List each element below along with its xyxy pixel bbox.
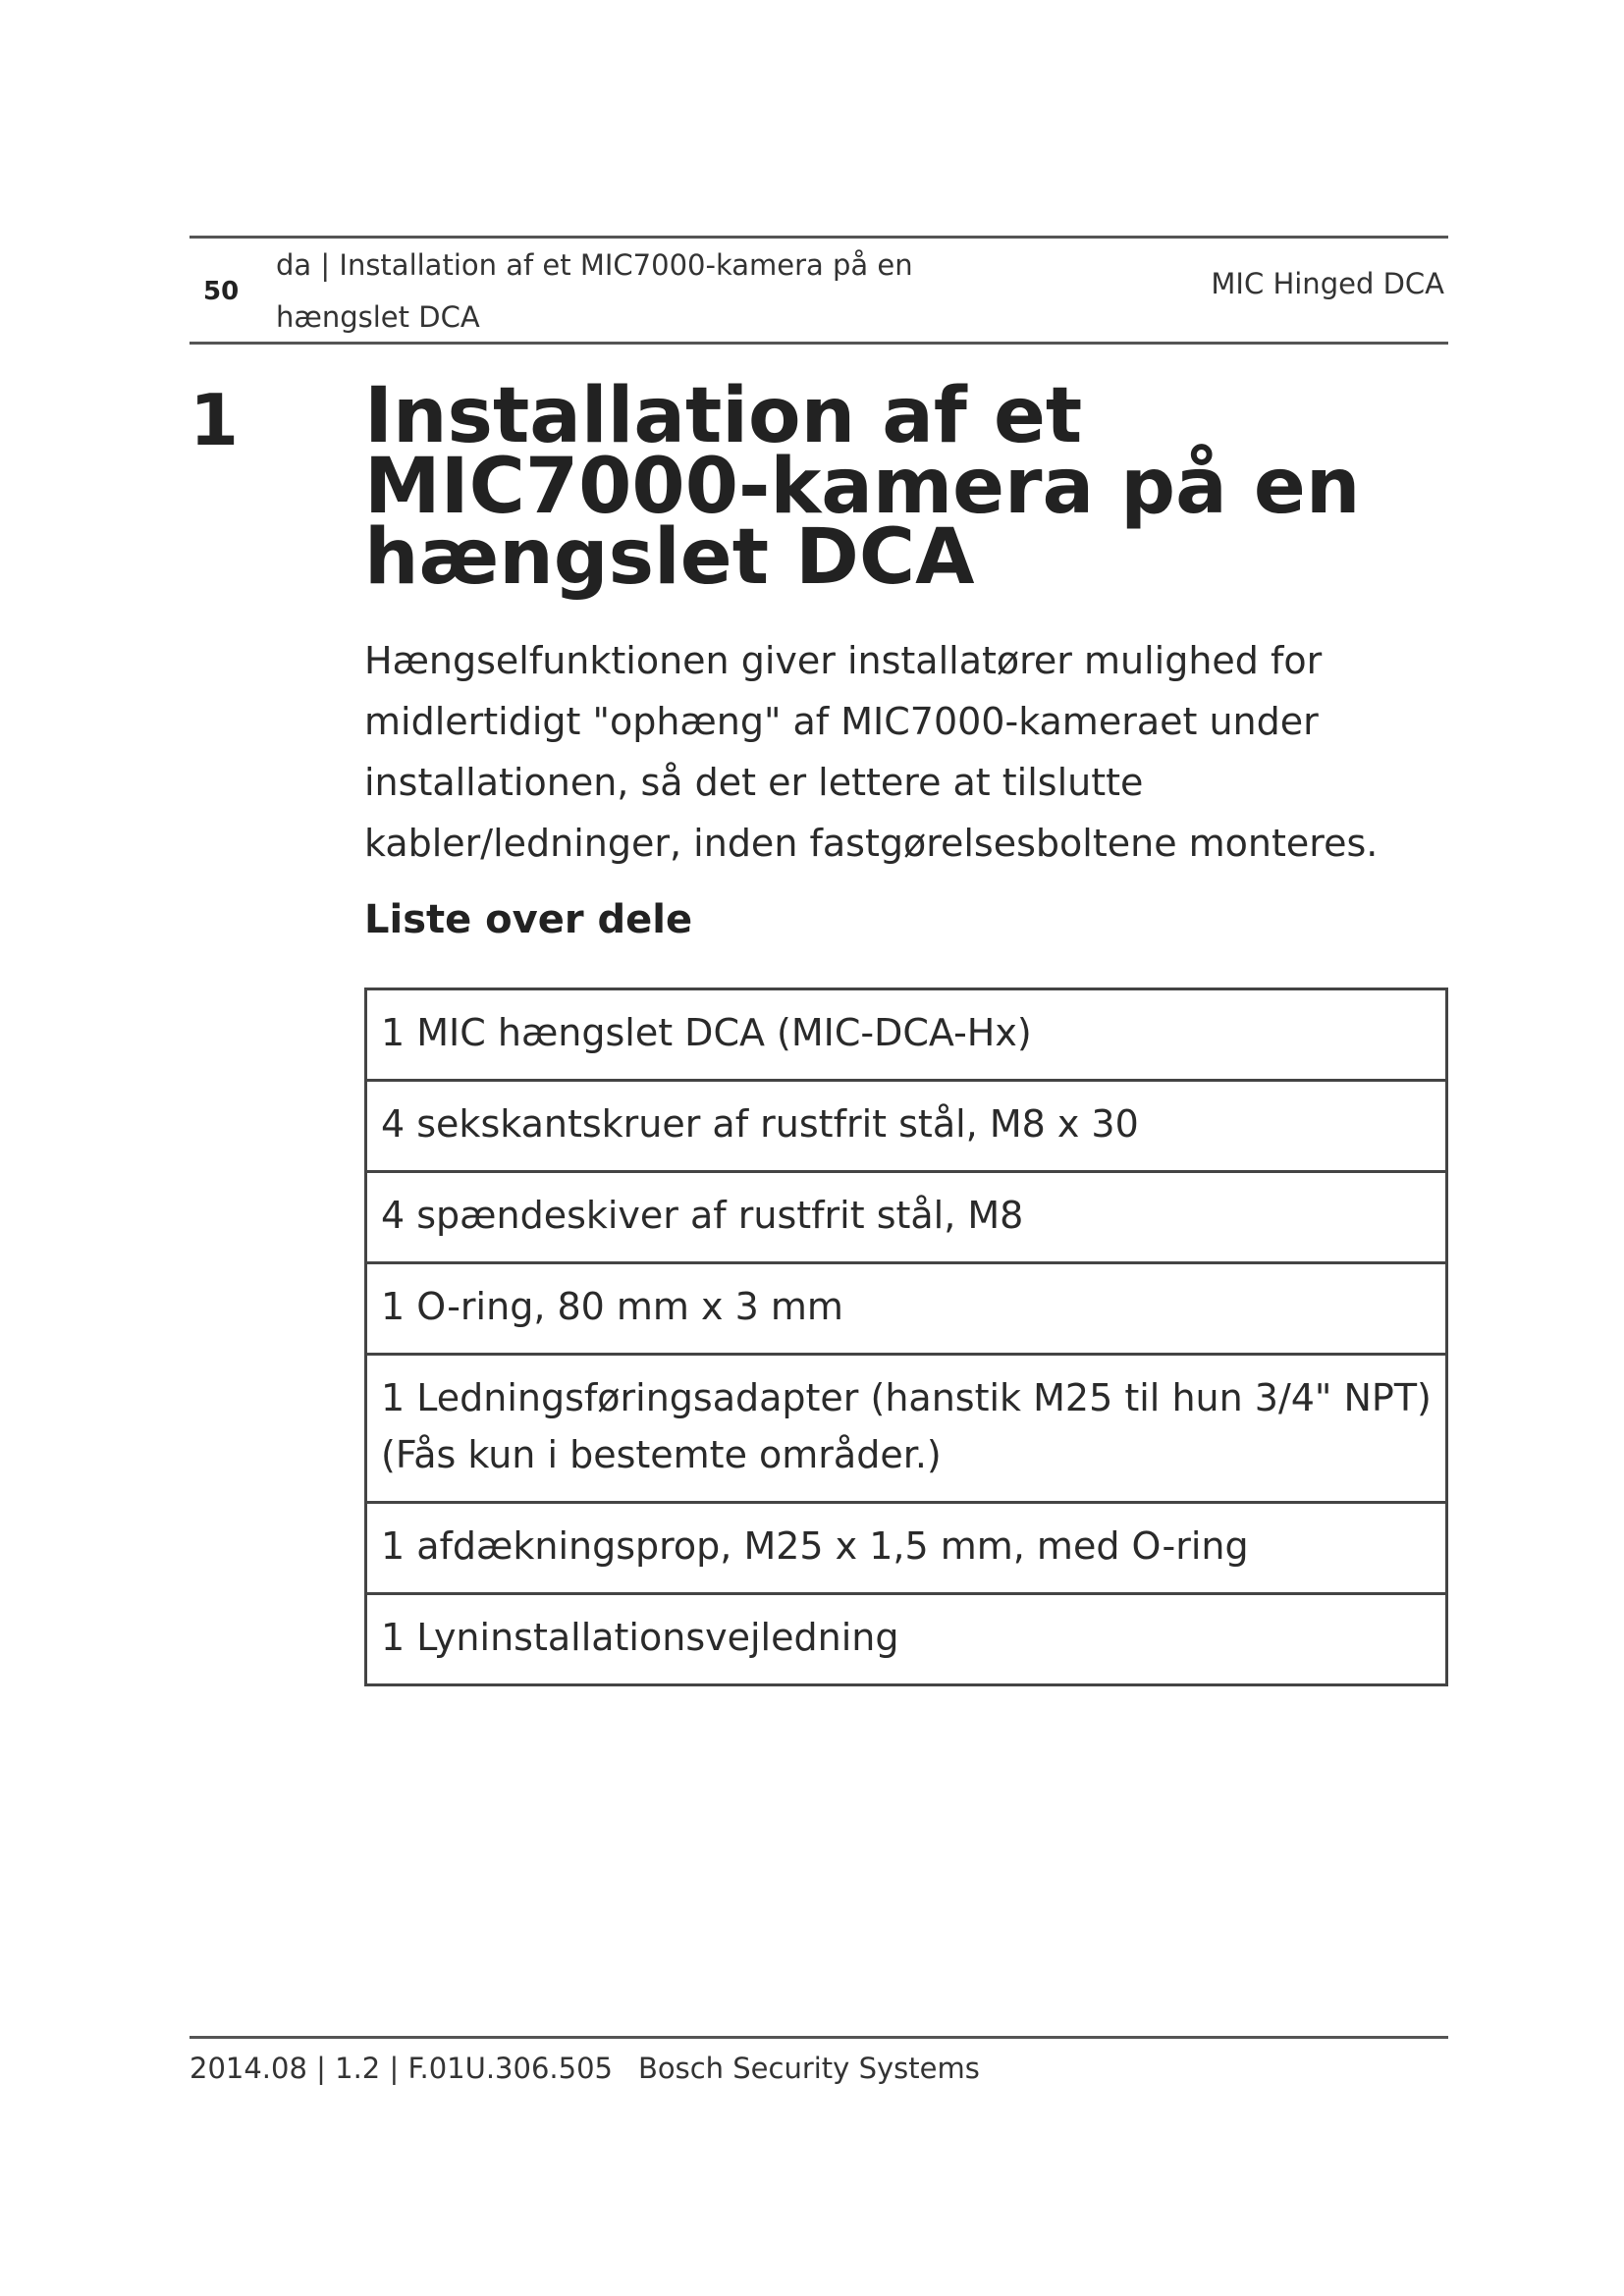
- parts-item: 1 MIC hængslet DCA (MIC-DCA-Hx): [366, 989, 1447, 1081]
- table-row: [366, 1081, 1447, 1172]
- running-header-line-1: da | Installation af et MIC7000-kamera på en: [276, 248, 913, 282]
- footer-company: Bosch Security Systems: [637, 2052, 980, 2085]
- chapter-title: Installation af et MIC7000-kamera på en hængslet DCA: [364, 372, 1361, 602]
- parts-item: 1 Lyninstallationsvejledning: [366, 1594, 1447, 1685]
- footer-doc-info: 2014.08 | 1.2 | F.01U.306.505: [189, 2052, 613, 2085]
- parts-item: 1 Ledningsføringsadapter (hanstik M25 til hun 3/4" NPT) (Fås kun i bestemte områder.): [366, 1355, 1447, 1503]
- chapter-number: 1: [189, 379, 240, 461]
- running-header-line-2: hængslet DCA: [276, 300, 480, 334]
- parts-item: 4 sekskantskruer af rustfrit stål, M8 x 30: [366, 1081, 1447, 1172]
- parts-item: 1 O-ring, 80 mm x 3 mm: [366, 1263, 1447, 1355]
- parts-item: 1 afdækningsprop, M25 x 1,5 mm, med O-ring: [366, 1503, 1447, 1594]
- table-row: [366, 989, 1447, 1081]
- table-row: [366, 1355, 1447, 1503]
- header-bottom-rule: [189, 342, 1448, 345]
- page-number: 50: [203, 277, 240, 306]
- running-header-product: MIC Hinged DCA: [1211, 267, 1444, 300]
- running-header-section: [276, 240, 963, 344]
- header-top-rule: [189, 236, 1448, 239]
- footer: [189, 2052, 980, 2085]
- table-row: [366, 1172, 1447, 1263]
- parts-item: 4 spændeskiver af rustfrit stål, M8: [366, 1172, 1447, 1263]
- table-row: [366, 1503, 1447, 1594]
- parts-table: [364, 988, 1448, 1686]
- table-row: [366, 1263, 1447, 1355]
- table-row: [366, 1594, 1447, 1685]
- parts-list-heading: Liste over dele: [364, 897, 693, 942]
- intro-paragraph: Hængselfunktionen giver installatører mulighed for midlertidigt "ophæng" af MIC7000-kameraet under installationen, så det er lettere at tilslutte kabler/ledninger, inden fastgørelsesboltene monteres.: [364, 639, 1379, 865]
- footer-rule: [189, 2036, 1448, 2039]
